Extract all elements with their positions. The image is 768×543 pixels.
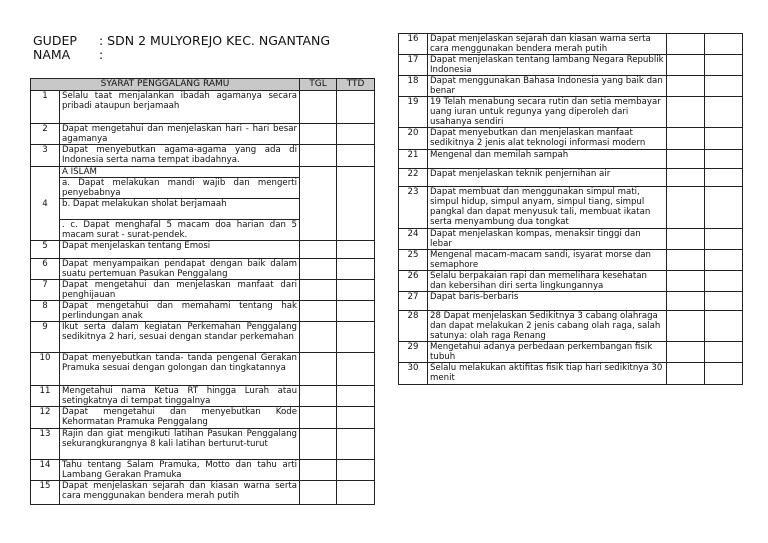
table-header-row xyxy=(31,79,375,91)
table-row xyxy=(31,280,375,301)
ttd-cell[interactable] xyxy=(337,167,375,241)
tgl-cell[interactable] xyxy=(300,481,337,505)
ttd-cell[interactable] xyxy=(705,34,743,55)
requirement-text: A ISLAM xyxy=(60,167,300,178)
requirement-text: Dapat menjelaskan kompas, menaksir tinggi dan lebar xyxy=(428,229,667,250)
tgl-cell[interactable] xyxy=(667,55,705,76)
requirement-text: Dapat mengetahui dan menjelaskan manfaat dari penghijauan xyxy=(60,280,300,301)
table-row xyxy=(31,353,375,386)
row-number: 19 xyxy=(399,97,428,128)
table-row xyxy=(399,150,743,169)
row-number: 18 xyxy=(399,76,428,97)
tgl-cell[interactable] xyxy=(300,353,337,386)
ttd-cell[interactable] xyxy=(337,353,375,386)
tgl-cell[interactable] xyxy=(667,292,705,311)
row-number: 30 xyxy=(399,363,428,385)
tgl-cell[interactable] xyxy=(300,280,337,301)
row-number: 11 xyxy=(31,386,60,407)
ttd-cell[interactable] xyxy=(705,250,743,271)
table-row xyxy=(31,124,375,145)
row-number: 14 xyxy=(31,460,60,481)
row-number: 5 xyxy=(31,241,60,259)
requirement-text: Dapat membuat dan menggunakan simpul mati, simpul hidup, simpul anyam, simpul tiang, simpul pangkal dan dapat menyusuk tali, membuat ikatan serta menyambung dua tongkat xyxy=(428,187,667,229)
table-row xyxy=(399,34,743,55)
ttd-cell[interactable] xyxy=(337,301,375,322)
ttd-cell[interactable] xyxy=(705,271,743,292)
tgl-cell[interactable] xyxy=(667,97,705,128)
table-row xyxy=(399,55,743,76)
ttd-cell[interactable] xyxy=(705,150,743,169)
tgl-cell[interactable] xyxy=(300,167,337,241)
requirement-text: Dapat menyebutkan tanda- tanda pengenal Gerakan Pramuka sesuai dengan golongan dan tingkatannya xyxy=(60,353,300,386)
ttd-cell[interactable] xyxy=(337,259,375,280)
row-number: 2 xyxy=(31,124,60,145)
tgl-cell[interactable] xyxy=(300,386,337,407)
ttd-cell[interactable] xyxy=(705,292,743,311)
table-row xyxy=(399,292,743,311)
tgl-cell[interactable] xyxy=(667,150,705,169)
ttd-cell[interactable] xyxy=(337,91,375,124)
ttd-cell[interactable] xyxy=(337,386,375,407)
tgl-cell[interactable] xyxy=(300,407,337,429)
tgl-cell[interactable] xyxy=(300,429,337,460)
table-row xyxy=(399,229,743,250)
ttd-cell[interactable] xyxy=(337,124,375,145)
table-row xyxy=(399,187,743,229)
row-number: 21 xyxy=(399,150,428,169)
ttd-cell[interactable] xyxy=(337,429,375,460)
tgl-cell[interactable] xyxy=(300,91,337,124)
tgl-cell[interactable] xyxy=(300,124,337,145)
requirement-text: Dapat baris-berbaris xyxy=(428,292,667,311)
table-row xyxy=(31,460,375,481)
col-syarat-header: SYARAT PENGGALANG RAMU xyxy=(31,79,300,91)
tgl-cell[interactable] xyxy=(667,250,705,271)
requirement-text: Dapat mengetahui dan menjelaskan hari - hari besar agamanya xyxy=(60,124,300,145)
requirement-text: Selalu berpakaian rapi dan memelihara kesehatan dan kebersihan diri serta lingkungannya xyxy=(428,271,667,292)
row-number: 20 xyxy=(399,128,428,150)
left-requirements-table xyxy=(30,78,375,505)
col-ttd-header: TTD xyxy=(337,79,375,91)
ttd-cell[interactable] xyxy=(337,241,375,259)
ttd-cell[interactable] xyxy=(337,407,375,429)
requirement-text: Dapat menyebutkan dan menjelaskan manfaat sedikitnya 2 jenis alat teknologi informasi modern xyxy=(428,128,667,150)
row-number: 6 xyxy=(31,259,60,280)
table-row xyxy=(399,169,743,187)
row-number: 1 xyxy=(31,91,60,124)
tgl-cell[interactable] xyxy=(300,241,337,259)
requirement-text: Dapat menjelaskan tentang Emosi xyxy=(60,241,300,259)
right-requirements-table xyxy=(398,33,743,385)
requirement-text: Ikut serta dalam kegiatan Perkemahan Penggalang sedikitnya 2 hari, sesuai dengan standar perkemahan xyxy=(60,322,300,353)
requirement-text: Dapat mengetahui dan menyebutkan Kode Kehormatan Pramuka Penggalang xyxy=(60,407,300,429)
requirement-text: a. Dapat melakukan mandi wajib dan mengerti penyebabnya xyxy=(60,178,300,199)
row-number: 10 xyxy=(31,353,60,386)
tgl-cell[interactable] xyxy=(667,363,705,385)
row-number: 13 xyxy=(31,429,60,460)
ttd-cell[interactable] xyxy=(337,280,375,301)
row-number: 15 xyxy=(31,481,60,505)
requirement-text: Rajin dan giat mengikuti latihan Pasukan Penggalang sekurangkurangnya 8 kali latihan berturut-turut xyxy=(60,429,300,460)
ttd-cell[interactable] xyxy=(705,76,743,97)
requirement-text: Mengetahui nama Ketua RT hingga Lurah atau setingkatnya di tempat tinggalnya xyxy=(60,386,300,407)
ttd-cell[interactable] xyxy=(705,128,743,150)
requirement-text: Dapat menyampaikan pendapat dengan baik dalam suatu pertemuan Pasukan Penggalang xyxy=(60,259,300,280)
row-number: 28 xyxy=(399,311,428,342)
table-row xyxy=(399,363,743,385)
row-number: 23 xyxy=(399,187,428,229)
requirement-text: 28 Dapat menjelaskan Sedikitnya 3 cabang olahraga dan dapat melakukan 2 jenis cabang olah raga, salah satunya: olah raga Renang xyxy=(428,311,667,342)
tgl-cell[interactable] xyxy=(667,169,705,187)
row-number: 29 xyxy=(399,342,428,363)
table-row xyxy=(31,481,375,505)
tgl-cell[interactable] xyxy=(667,229,705,250)
row-number: 9 xyxy=(31,322,60,353)
table-row xyxy=(399,97,743,128)
ttd-cell[interactable] xyxy=(705,187,743,229)
nama-line xyxy=(33,48,103,62)
tgl-cell[interactable] xyxy=(300,301,337,322)
row-number: 8 xyxy=(31,301,60,322)
requirement-text: Dapat menjelaskan sejarah dan kiasan warna serta cara menggunakan bendera merah putih xyxy=(60,481,300,505)
table-row xyxy=(31,241,375,259)
row-number: 26 xyxy=(399,271,428,292)
table-row xyxy=(399,76,743,97)
requirement-text: b. Dapat melakukan sholat berjamaah xyxy=(60,199,300,220)
row-number: 12 xyxy=(31,407,60,429)
requirement-text: Dapat menyebutkan agama-agama yang ada di Indonesia serta nama tempat ibadahnya. xyxy=(60,145,300,167)
gudep-line xyxy=(33,34,330,48)
nama-value: : xyxy=(99,47,104,62)
ttd-cell[interactable] xyxy=(337,481,375,505)
row-number: 22 xyxy=(399,169,428,187)
table-row xyxy=(399,342,743,363)
gudep-label: GUDEP xyxy=(33,33,77,48)
row-number: 17 xyxy=(399,55,428,76)
table-row xyxy=(31,301,375,322)
table-row xyxy=(31,145,375,167)
table-row xyxy=(31,167,375,178)
requirement-text: . c. Dapat menghafal 5 macam doa harian dan 5 macam surat - surat-pendek. xyxy=(60,220,300,241)
ttd-cell[interactable] xyxy=(705,55,743,76)
row-number: 16 xyxy=(399,34,428,55)
tgl-cell[interactable] xyxy=(300,145,337,167)
table-row xyxy=(31,429,375,460)
table-row xyxy=(31,407,375,429)
table-row xyxy=(399,311,743,342)
requirement-text: Dapat menjelaskan teknik penjernihan air xyxy=(428,169,667,187)
requirement-text: Mengetahui adanya perbedaan perkembangan fisik tubuh xyxy=(428,342,667,363)
table-row xyxy=(399,271,743,292)
ttd-cell[interactable] xyxy=(337,322,375,353)
ttd-cell[interactable] xyxy=(337,460,375,481)
table-row xyxy=(31,386,375,407)
ttd-cell[interactable] xyxy=(705,97,743,128)
requirement-text: 19 Telah menabung secara rutin dan setia membayar uang iuran untuk regunya yang diperoleh dari usahanya sendiri xyxy=(428,97,667,128)
requirement-text: Dapat menggunakan Bahasa Indonesia yang baik dan benar xyxy=(428,76,667,97)
ttd-cell[interactable] xyxy=(705,311,743,342)
tgl-cell[interactable] xyxy=(667,271,705,292)
tgl-cell[interactable] xyxy=(667,311,705,342)
ttd-cell[interactable] xyxy=(705,229,743,250)
tgl-cell[interactable] xyxy=(300,322,337,353)
gudep-value: : SDN 2 MULYOREJO KEC. NGANTANG xyxy=(99,33,331,48)
requirement-text: Dapat mengetahui dan memahami tentang hak perlindungan anak xyxy=(60,301,300,322)
tgl-cell[interactable] xyxy=(300,460,337,481)
table-row xyxy=(31,259,375,280)
requirement-text: Selalu taat menjalankan ibadah agamanya secara pribadi ataupun berjamaah xyxy=(60,91,300,124)
requirement-text: Tahu tentang Salam Pramuka, Motto dan tahu arti Lambang Gerakan Pramuka xyxy=(60,460,300,481)
requirement-text: Selalu melakukan aktifitas fisik tiap hari sedikitnya 30 menit xyxy=(428,363,667,385)
requirement-text: Mengenal macam-macam sandi, isyarat morse dan semaphore xyxy=(428,250,667,271)
ttd-cell[interactable] xyxy=(705,169,743,187)
tgl-cell[interactable] xyxy=(667,342,705,363)
tgl-cell[interactable] xyxy=(667,187,705,229)
ttd-cell[interactable] xyxy=(705,363,743,385)
row-number: 7 xyxy=(31,280,60,301)
row-number: 3 xyxy=(31,145,60,167)
nama-label: NAMA xyxy=(33,47,71,62)
tgl-cell[interactable] xyxy=(300,259,337,280)
tgl-cell[interactable] xyxy=(667,34,705,55)
table-row xyxy=(31,322,375,353)
table-row xyxy=(31,91,375,124)
row-number: 24 xyxy=(399,229,428,250)
table-row xyxy=(399,128,743,150)
requirement-text: Dapat menjelaskan sejarah dan kiasan warna serta cara menggunakan bendera merah putih xyxy=(428,34,667,55)
ttd-cell[interactable] xyxy=(337,145,375,167)
requirement-text: Dapat menjelaskan tentang lambang Negara Republik Indonesia xyxy=(428,55,667,76)
col-tgl-header: TGL xyxy=(300,79,337,91)
table-row xyxy=(399,250,743,271)
tgl-cell[interactable] xyxy=(667,76,705,97)
ttd-cell[interactable] xyxy=(705,342,743,363)
row-number: 25 xyxy=(399,250,428,271)
row-number: 27 xyxy=(399,292,428,311)
requirement-text: Mengenal dan memilah sampah xyxy=(428,150,667,169)
row-number: 4 xyxy=(31,167,60,241)
tgl-cell[interactable] xyxy=(667,128,705,150)
